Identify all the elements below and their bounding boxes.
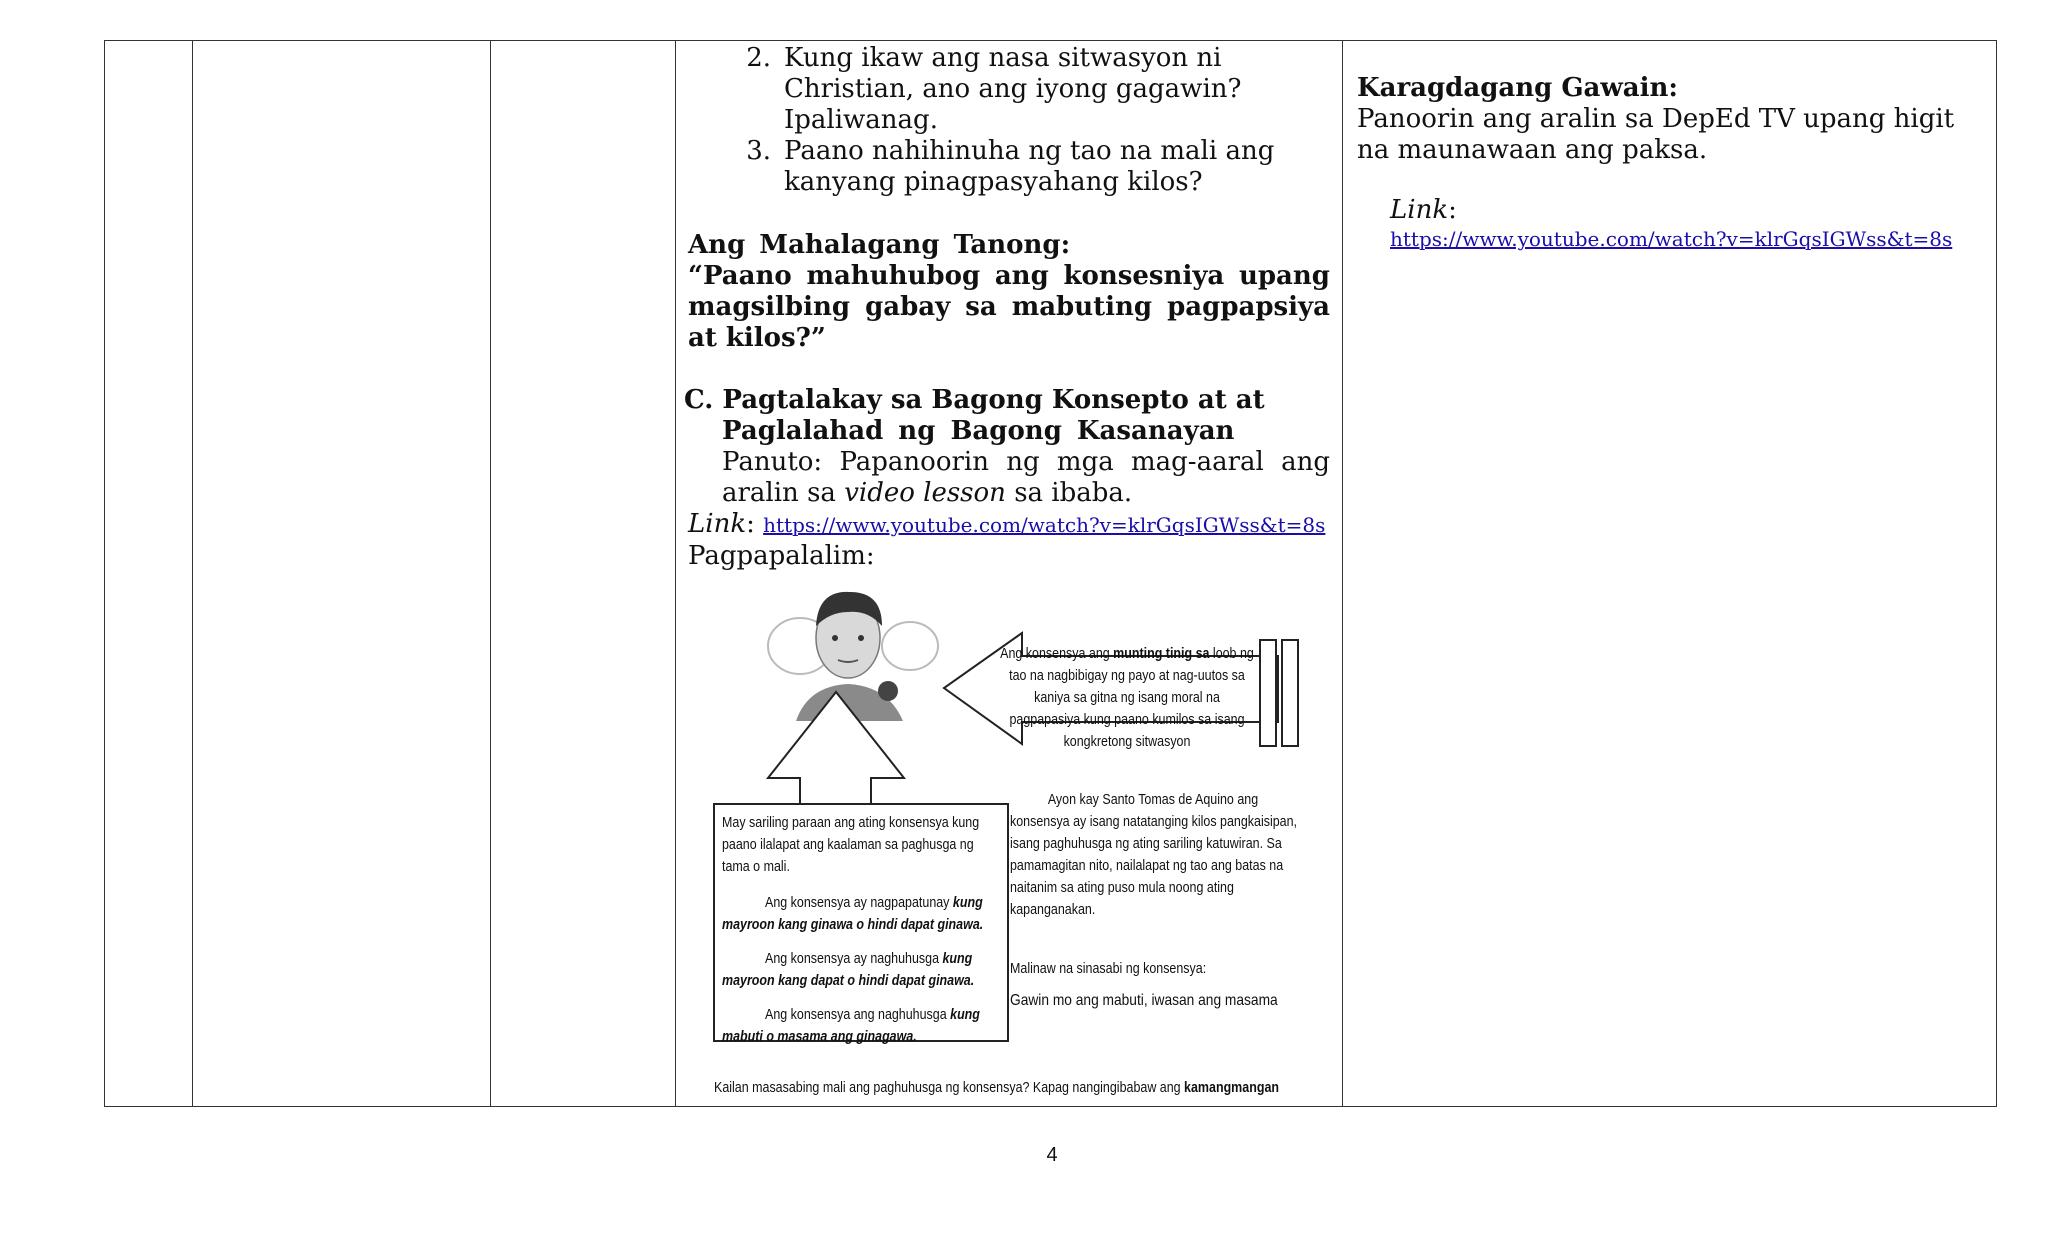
devil-figure xyxy=(878,681,898,701)
question-text: Kung ikaw ang nasa sitwasyon ni Christian, ano ang iyong gagawin? Ipaliwanag. xyxy=(784,43,1242,135)
arrow-caption-bold: munting tinig sa xyxy=(1113,646,1210,662)
conscience-infographic xyxy=(688,576,1326,1106)
question-item xyxy=(688,43,1330,136)
question-number: 3. xyxy=(746,136,771,166)
section-c-directions xyxy=(722,447,1330,509)
procedure-cell xyxy=(676,41,1343,1107)
section-c-heading: C. Pagtalakay sa Bagong Konsepto at at xyxy=(684,385,1265,415)
person-eye xyxy=(832,635,838,641)
video-link-line xyxy=(688,509,1330,541)
essential-question-block xyxy=(688,230,1330,354)
clearly-text: Malinaw na sinasabi ng konsensya: xyxy=(1010,961,1207,977)
link-label: Link xyxy=(688,509,747,539)
link-label: Link xyxy=(1390,195,1449,225)
additional-activity-body: Panoorin ang aralin sa DepEd TV upang higit na maunawaan ang paksa. xyxy=(1357,104,1955,165)
thought-bubble-right xyxy=(882,622,938,670)
page-number: 4 xyxy=(1046,1144,1058,1166)
arrow-caption-text: Ang konsensya ang xyxy=(1000,646,1114,662)
box-item-bold: kung mabuti o masama ang ginagawa. xyxy=(722,1007,980,1045)
arrow-tail-bar xyxy=(1260,640,1276,746)
box-content xyxy=(722,812,997,1048)
question-number: 2. xyxy=(746,43,771,73)
directions-text: Panuto: Papanoorin ng mga mag-aaral ang aralin sa xyxy=(722,447,1330,508)
question-text: Paano nahihinuha ng tao na mali ang kanyang pinagpasyahang kilos? xyxy=(784,136,1275,197)
additional-video-link[interactable]: https://www.youtube.com/watch?v=klrGqsIGWss&t=8s xyxy=(1390,227,1953,251)
additional-activity-title: Karagdagang Gawain: xyxy=(1357,73,1679,103)
bottom-caption-text: Kailan masasabing mali ang paghuhusga ng konsensya? Kapag nangingibabaw ang xyxy=(714,1080,1185,1096)
aquinas-text: Ayon kay Santo Tomas de Aquino ang konsensya ay isang natatanging kilos pangkaisipan, isang paghuhusga ng ating sariling katuwiran. Sa pamamagitan nito, nailalapat ng tao ang batas na naitanim sa ating puso mula noong ating kapanganakan. xyxy=(1010,792,1298,918)
box-intro: May sariling paraan ang ating konsensya kung paano ilalapat ang kaalaman sa paghusga ng tama o mali. xyxy=(722,815,980,875)
box-item xyxy=(722,1004,997,1048)
directions-italic: video lesson xyxy=(844,478,1006,508)
additional-activity-cell xyxy=(1343,41,1997,1107)
video-link[interactable]: https://www.youtube.com/watch?v=klrGqsIGWss&t=8s xyxy=(763,513,1326,537)
deepening-label: Pagpapalalim: xyxy=(688,541,875,571)
section-c-subheading: Paglalahad ng Bagong Kasanayan xyxy=(722,416,1235,446)
lesson-plan-table xyxy=(104,40,1997,1107)
box-item-text: Ang konsensya ay nagpapatunay xyxy=(765,895,953,911)
maxim-text: Gawin mo ang mabuti, iwasan ang masama xyxy=(1010,992,1278,1009)
additional-activity-link xyxy=(1390,196,1982,253)
arrow-tail-bar xyxy=(1282,640,1298,746)
box-item-bold: kung mayroon kang ginawa o hindi dapat ginawa. xyxy=(722,895,984,933)
lesson-table-wrapper xyxy=(104,40,1996,1106)
box-item-text: Ang konsensya ang naghuhusga xyxy=(765,1007,951,1023)
empty-cell-3 xyxy=(491,41,676,1107)
arrow-caption xyxy=(998,643,1256,753)
question-item xyxy=(688,136,1330,198)
link-colon: : xyxy=(1448,195,1457,225)
box-item-text: Ang konsensya ay naghuhusga xyxy=(765,951,943,967)
box-item xyxy=(722,892,997,936)
empty-cell-1 xyxy=(105,41,193,1107)
bottom-caption xyxy=(714,1077,1325,1099)
section-c-block xyxy=(684,385,1330,509)
box-item-bold: kung mayroon kang dapat o hindi dapat ginawa. xyxy=(722,951,975,989)
person-eye xyxy=(858,635,864,641)
essential-question-label: Ang Mahalagang Tanong: xyxy=(688,230,1071,260)
directions-suffix: sa ibaba. xyxy=(1005,478,1133,508)
empty-cell-2 xyxy=(193,41,491,1107)
essential-question-text: “Paano mahuhubog ang konsesniya upang magsilbing gabay sa mabuting pagpapsiya at kilos?” xyxy=(688,261,1330,353)
question-list xyxy=(688,43,1330,198)
link-colon: : xyxy=(746,509,755,539)
bottom-caption-bold: kamangmangan xyxy=(1184,1080,1280,1096)
arrow-caption-rest: loob ng tao na nagbibigay ng payo at nag-uutos sa kaniya sa gitna ng isang moral na pagpapasiya kung paano kumilos sa isang kongkretong sitwasyon xyxy=(1009,646,1254,750)
box-item xyxy=(722,948,997,992)
